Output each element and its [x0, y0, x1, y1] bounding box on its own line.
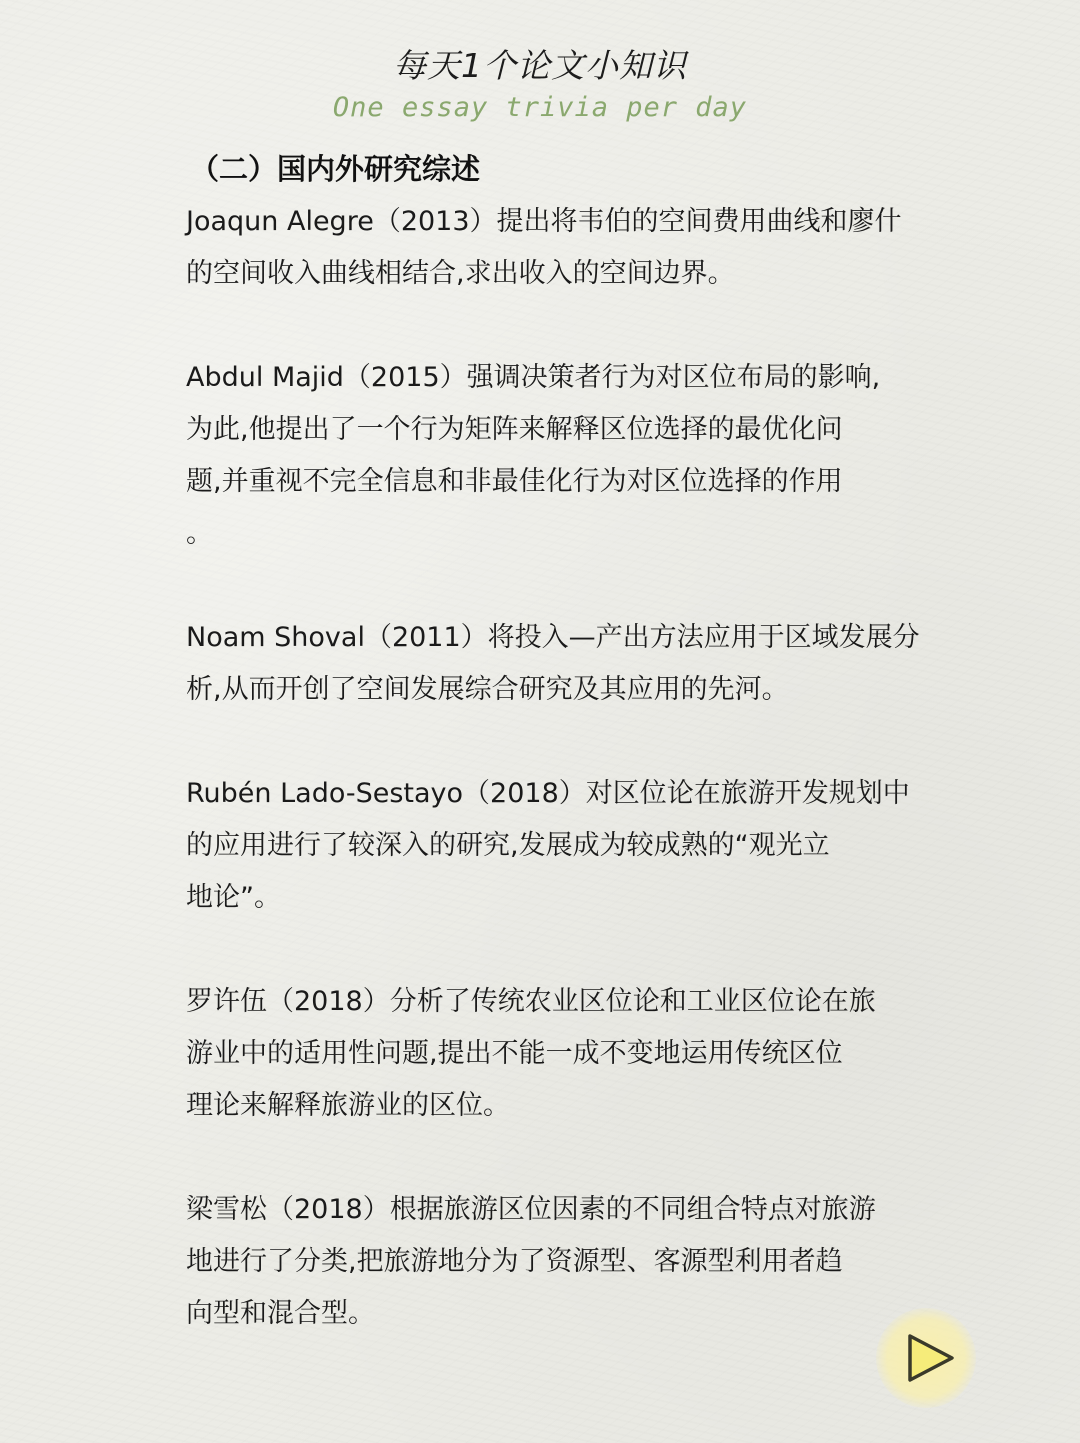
section-heading: （二）国内外研究综述 — [190, 152, 481, 186]
page-title: 每天1个论文小知识 — [393, 46, 687, 85]
paragraph-1: Joaqun Alegre（2013）提出将韦伯的空间费用曲线和廖什 的空间收入曲线相结合,求出收入的空间边界。 — [186, 206, 902, 289]
play-triangle-icon — [904, 1332, 956, 1384]
page-header — [0, 40, 1080, 124]
paragraph-6: 梁雪松（2018）根据旅游区位因素的不同组合特点对旅游 地进行了分类,把旅游地分为了资源型、客源型利用者趋 向型和混合型。 — [186, 1194, 876, 1329]
paragraph-4: Rubén Lado-Sestayo（2018）对区位论在旅游开发规划中 的应用进行了较深入的研究,发展成为较成熟的“观光立 地论”。 — [186, 778, 910, 913]
page-subtitle: One essay trivia per day — [332, 92, 748, 123]
paragraph-2: Abdul Majid（2015）强调决策者行为对区位布局的影响, 为此,他提出了一个行为矩阵来解释区位选择的最优化问 题,并重视不完全信息和非最佳化行为对区位选择的作用 。 — [186, 362, 881, 549]
paragraph-5: 罗许伍（2018）分析了传统农业区位论和工业区位论在旅 游业中的适用性问题,提出不能一成不变地运用传统区位 理论来解释旅游业的区位。 — [186, 986, 876, 1121]
next-page-button[interactable] — [876, 1308, 976, 1408]
article-body — [186, 196, 956, 1392]
paragraph-3: Noam Shoval（2011）将投入—产出方法应用于区域发展分 析,从而开创了空间发展综合研究及其应用的先河。 — [186, 622, 920, 705]
